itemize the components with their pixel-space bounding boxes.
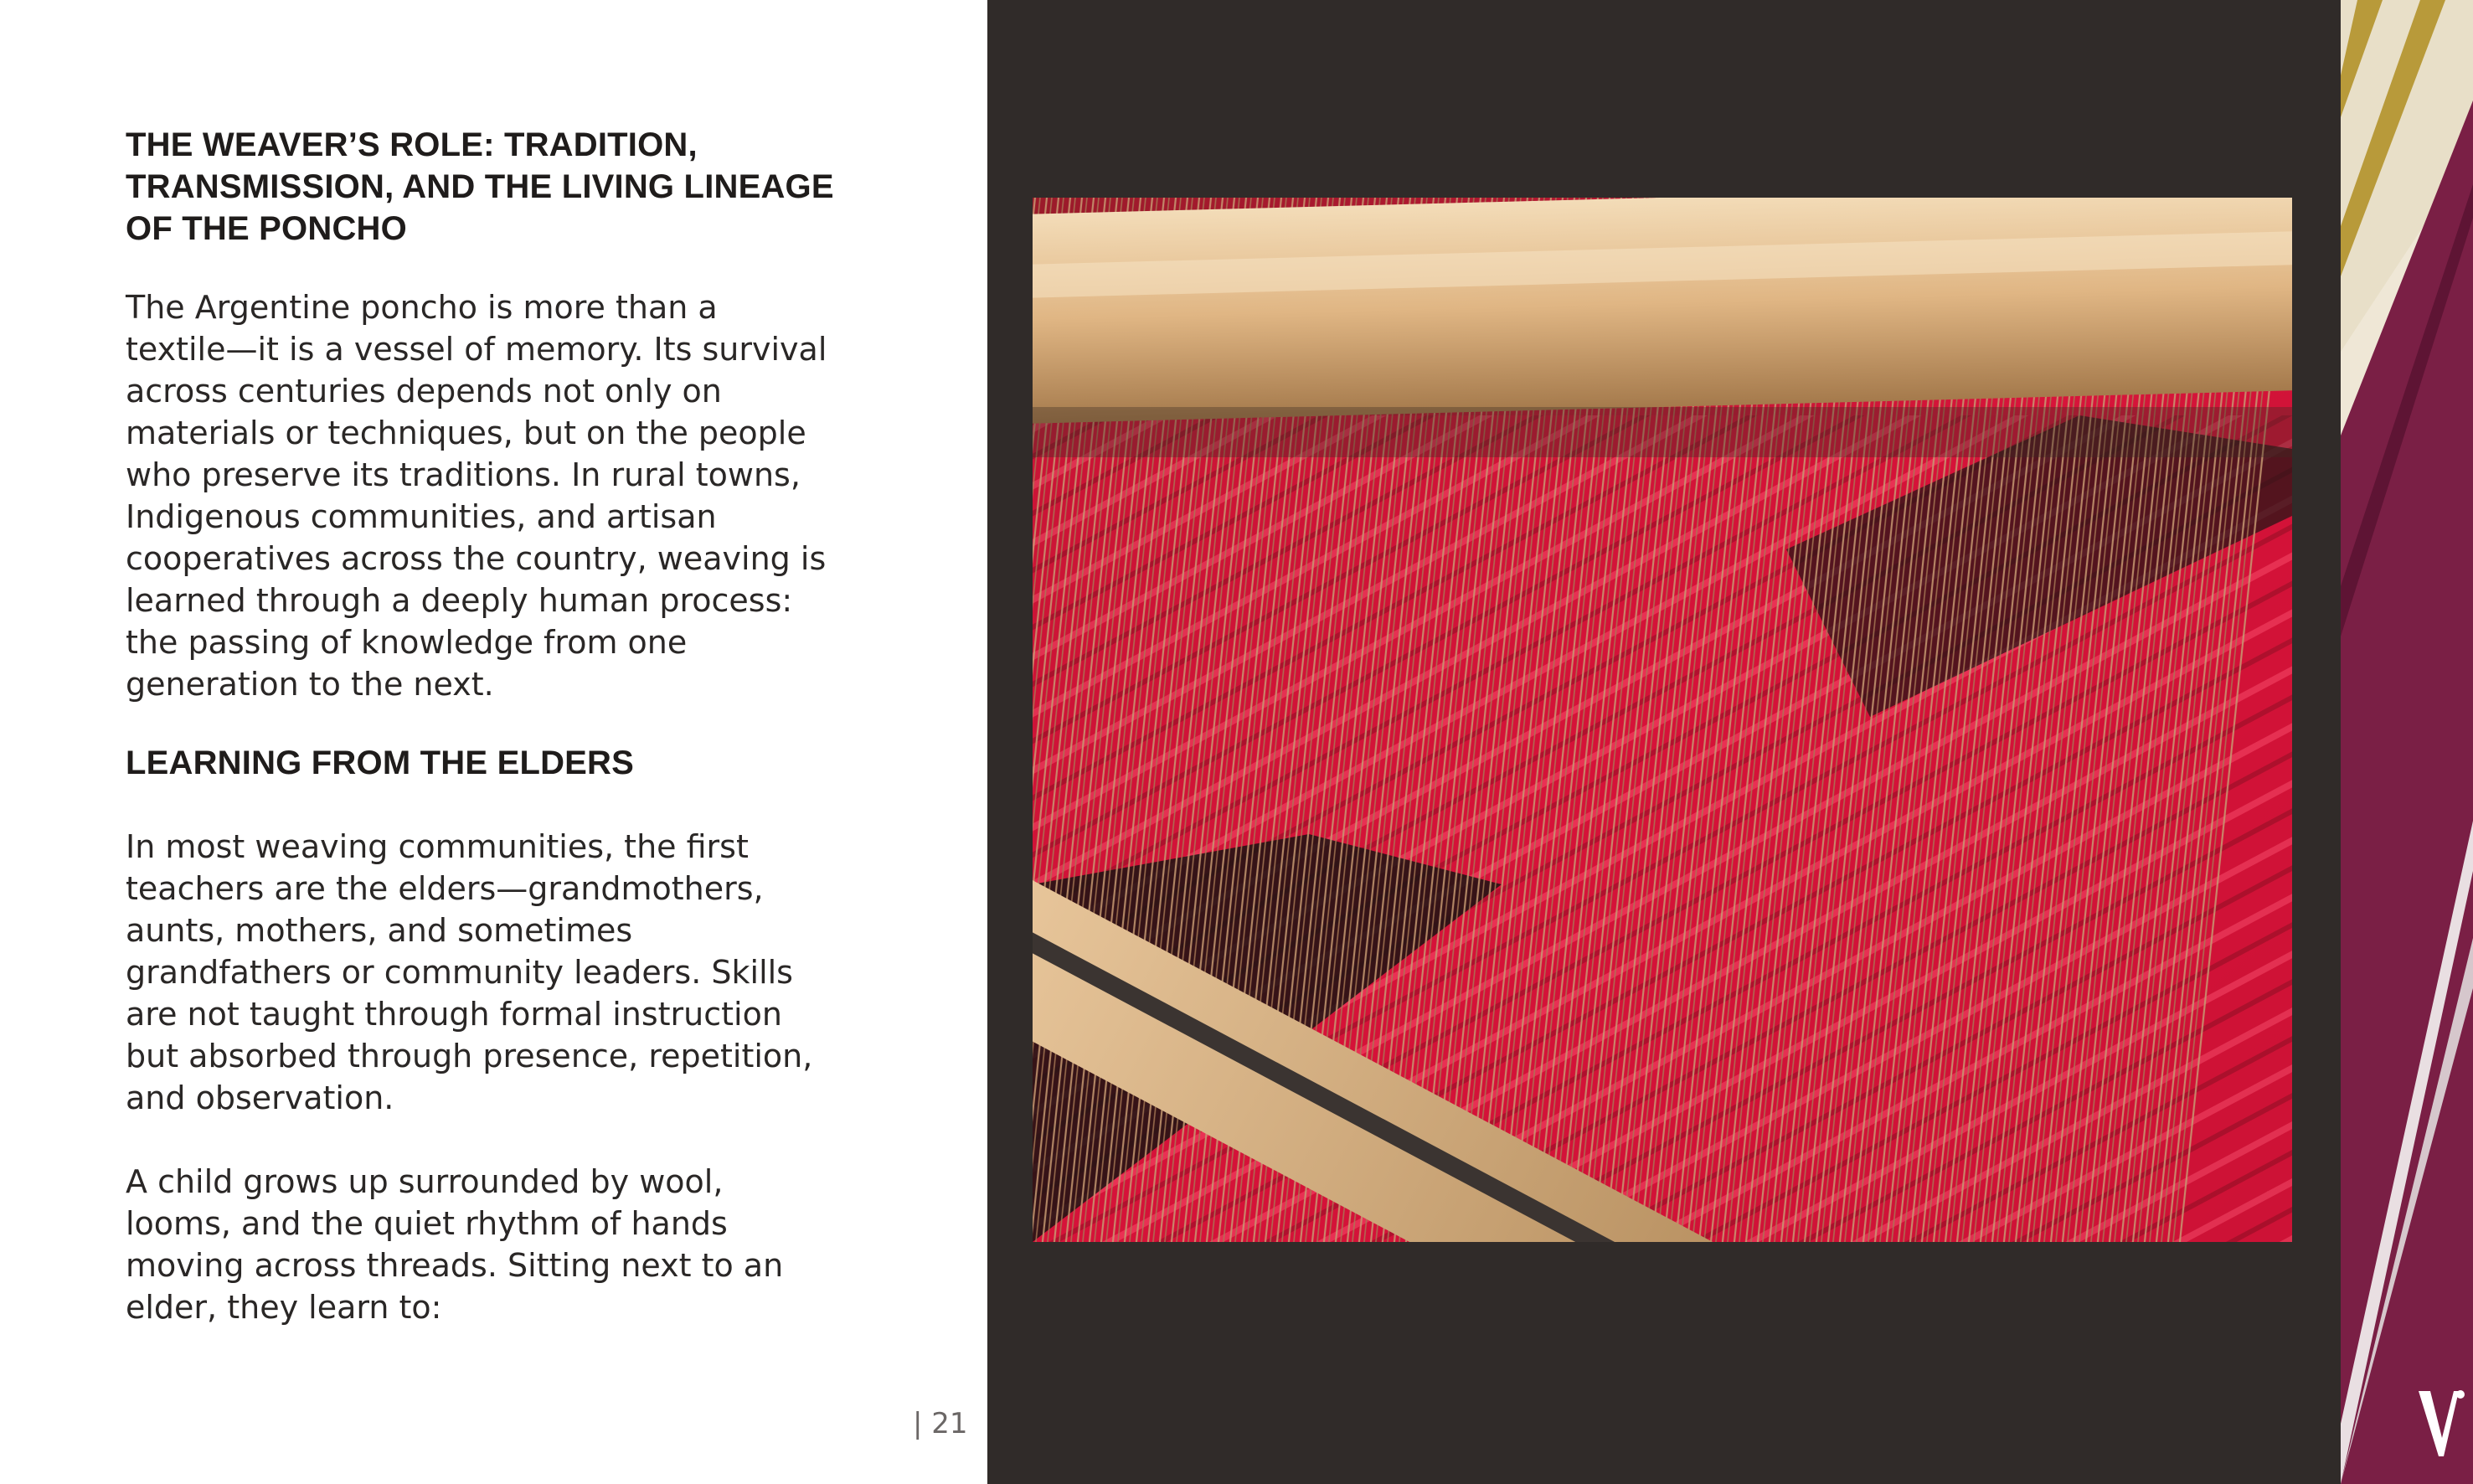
woven-fabric-strip bbox=[2341, 0, 2473, 1484]
loom-photo-illustration bbox=[1033, 198, 2292, 1242]
paragraph-child-grows-up: A child grows up surrounded by wool, looms, and the quiet rhythm of hands moving across threads. Sitting next to an elder, they learn to: bbox=[126, 1163, 784, 1326]
paragraph-argentine-poncho: The Argentine poncho is more than a textile—it is a vessel of memory. Its survival across centuries depends not only on materials or techniques, but on the people who preserve its traditions. In rural towns, Indigenous communities, and artisan cooperatives across the country, weaving is learned through a deeply human process: the passing of knowledge from one generation to the next. bbox=[126, 289, 827, 703]
paragraph-weaving-communities: In most weaving communities, the first teachers are the elders—grandmothers, aunts, mothers, and sometimes grandfathers or community leaders. Skills are not taught through formal instruction but absorbed through presence, repetition, and observation. bbox=[126, 828, 813, 1116]
v-logo-icon bbox=[2419, 1386, 2465, 1461]
page-number: | 21 bbox=[913, 1407, 968, 1440]
loom-photo bbox=[1033, 198, 2292, 1242]
section-heading-learning-from-elders: LEARNING FROM THE ELDERS bbox=[126, 745, 635, 781]
text-column bbox=[126, 124, 879, 1328]
section-heading-weavers-role: THE WEAVER’S ROLE: TRADITION, TRANSMISSION, AND THE LIVING LINEAGE OF THE PONCHO bbox=[126, 126, 834, 247]
fabric-strip bbox=[2341, 0, 2473, 1484]
